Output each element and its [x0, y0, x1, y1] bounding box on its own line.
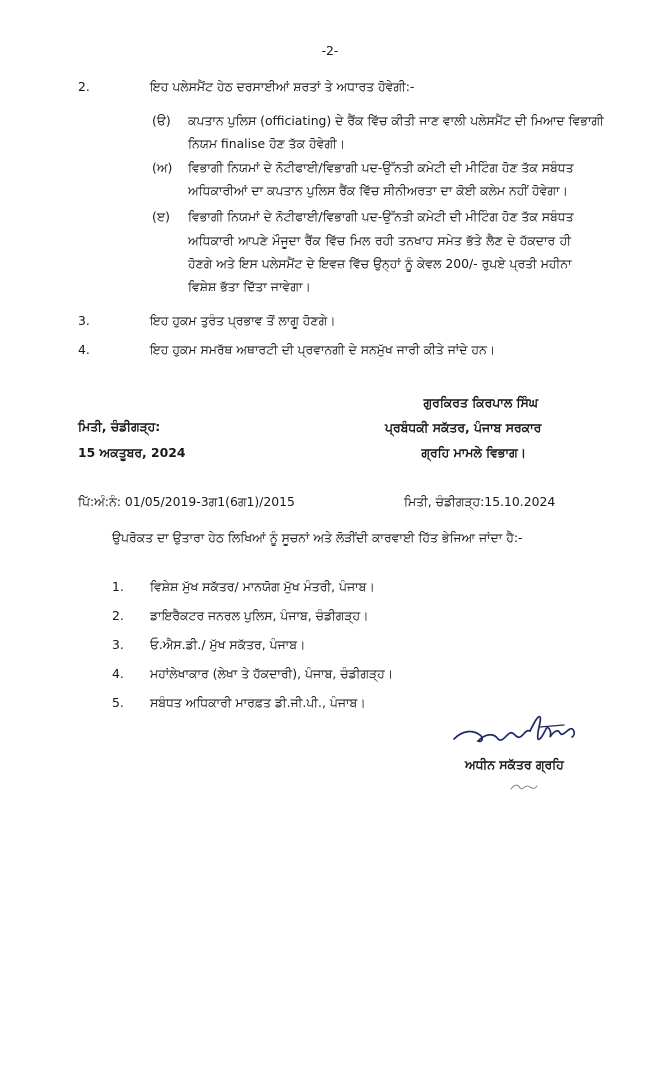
- order-date: 15 ਅਕਤੂਬਰ, 2024: [78, 445, 186, 460]
- section-number: 3.: [78, 313, 90, 328]
- item-line: ਅਧਿਕਾਰੀ ਆਪਣੇ ਮੌਜੂਦਾ ਰੈਂਕ ਵਿੱਚ ਮਿਲ ਰਹੀ ਤਨਖਾਹ ਸਮੇਤ ਭੱਤੇ ਲੈਣ ਦੇ ਹੱਕਦਾਰ ਹੀ: [188, 233, 571, 248]
- recipient-item: ਓ.ਐਸ.ਡੀ./ ਮੁੱਖ ਸਕੱਤਰ, ਪੰਜਾਬ।: [150, 637, 306, 652]
- recipient-item: ਵਿਸ਼ੇਸ਼ ਮੁੱਖ ਸਕੱਤਰ/ ਮਾਨਯੋਗ ਮੁੱਖ ਮੰਤਰੀ, ਪੰਜਾਬ।: [150, 579, 375, 594]
- item-line: ਨਿਯਮ finalise ਹੋਣ ਤੱਕ ਹੋਵੇਗੀ।: [188, 136, 346, 151]
- initials-mark: [508, 776, 542, 796]
- recipient-number: 1.: [112, 579, 124, 594]
- section-4-text: ਇਹ ਹੁਕਮ ਸਮਰੱਥ ਅਥਾਰਟੀ ਦੀ ਪ੍ਰਵਾਨਗੀ ਦੇ ਸਨਮੁੱਖ ਜਾਰੀ ਕੀਤੇ ਜਾਂਦੇ ਹਨ।: [150, 342, 496, 357]
- endorsement-intro: ਉਪਰੋਕਤ ਦਾ ਉਤਾਰਾ ਹੇਠ ਲਿਖਿਆਂ ਨੂੰ ਸੂਚਨਾਂ ਅਤੇ ਲੋੜੀਂਦੀ ਕਾਰਵਾਈ ਹਿੱਤ ਭੇਜਿਆ ਜਾਂਦਾ ਹੈ:-: [112, 530, 523, 545]
- page-number: -2-: [321, 43, 339, 58]
- section-heading: ਇਹ ਪਲੇਸਮੈਂਟ ਹੇਠ ਦਰਸਾਈਆਂ ਸ਼ਰਤਾਂ ਤੇ ਅਧਾਰਤ ਹੋਵੇਗੀ:-: [150, 79, 415, 94]
- section-number: 2.: [78, 79, 90, 94]
- recipient-number: 4.: [112, 666, 124, 681]
- signatory-department: ਗ੍ਰਹਿ ਮਾਮਲੇ ਵਿਭਾਗ।: [421, 445, 526, 460]
- item-marker: (ੳ): [152, 113, 171, 128]
- recipient-item: ਸਬੰਧਤ ਅਧਿਕਾਰੀ ਮਾਰਫ਼ਤ ਡੀ.ਜੀ.ਪੀ., ਪੰਜਾਬ।: [150, 695, 366, 710]
- handwritten-signature: [440, 705, 590, 755]
- endorsement-number: ਪਿੱ:ਅੰ:ਨੰ: 01/05/2019-3ਗ1(6ਗ1)/2015: [78, 494, 295, 509]
- item-line: ਵਿਭਾਗੀ ਨਿਯਮਾਂ ਦੇ ਨੋਟੀਫਾਈ/ਵਿਭਾਗੀ ਪਦ-ਉੱਨਤੀ ਕਮੇਟੀ ਦੀ ਮੀਟਿੰਗ ਹੋਣ ਤੱਕ ਸਬੰਧਤ: [188, 160, 574, 175]
- place-label: ਮਿਤੀ, ਚੰਡੀਗੜ੍ਹ:: [78, 419, 161, 434]
- item-line: ਅਧਿਕਾਰੀਆਂ ਦਾ ਕਪਤਾਨ ਪੁਲਿਸ ਰੈਂਕ ਵਿੱਚ ਸੀਨੀਅਰਤਾ ਦਾ ਕੋਈ ਕਲੇਮ ਨਹੀਂ ਹੋਵੇਗਾ।: [188, 183, 568, 198]
- recipient-item: ਮਹਾਂਲੇਖਾਕਾਰ (ਲੇਖਾ ਤੇ ਹੱਕਦਾਰੀ), ਪੰਜਾਬ, ਚੰਡੀਗੜ੍ਹ।: [150, 666, 394, 681]
- signatory-name: ਗੁਰਕਿਰਤ ਕਿਰਪਾਲ ਸਿੰਘ: [423, 395, 538, 410]
- signer-title: ਅਧੀਨ ਸਕੱਤਰ ਗ੍ਰਹਿ: [465, 757, 564, 772]
- endorsement-date: ਮਿਤੀ, ਚੰਡੀਗੜ੍ਹ:15.10.2024: [404, 494, 556, 509]
- section-3-text: ਇਹ ਹੁਕਮ ਤੁਰੰਤ ਪ੍ਰਭਾਵ ਤੋਂ ਲਾਗੂ ਹੋਣਗੇ।: [150, 313, 336, 328]
- item-marker: (ੲ): [152, 209, 170, 224]
- recipient-item: ਡਾਇਰੈਕਟਰ ਜਨਰਲ ਪੁਲਿਸ, ਪੰਜਾਬ, ਚੰਡੀਗੜ੍ਹ।: [150, 608, 369, 623]
- item-marker: (ਅ): [152, 160, 173, 175]
- recipient-number: 3.: [112, 637, 124, 652]
- section-number: 4.: [78, 342, 90, 357]
- item-line: ਹੋਣਗੇ ਅਤੇ ਇਸ ਪਲੇਸਮੈਂਟ ਦੇ ਇਵਜ਼ ਵਿੱਚ ਉਨ੍ਹਾਂ ਨੂੰ ਕੇਵਲ 200/- ਰੁਪਏ ਪ੍ਰਤੀ ਮਹੀਨਾ: [188, 256, 572, 271]
- recipient-number: 5.: [112, 695, 124, 710]
- recipient-number: 2.: [112, 608, 124, 623]
- item-line: ਕਪਤਾਨ ਪੁਲਿਸ (officiating) ਦੇ ਰੈਂਕ ਵਿੱਚ ਕੀਤੀ ਜਾਣ ਵਾਲੀ ਪਲੇਸਮੈਂਟ ਦੀ ਮਿਆਦ ਵਿਭਾਗੀ: [188, 113, 604, 128]
- signatory-designation: ਪ੍ਰਬੰਧਕੀ ਸਕੱਤਰ, ਪੰਜਾਬ ਸਰਕਾਰ: [385, 420, 542, 435]
- item-line: ਵਿਭਾਗੀ ਨਿਯਮਾਂ ਦੇ ਨੋਟੀਫਾਈ/ਵਿਭਾਗੀ ਪਦ-ਉੱਨਤੀ ਕਮੇਟੀ ਦੀ ਮੀਟਿੰਗ ਹੋਣ ਤੱਕ ਸਬੰਧਤ: [188, 209, 574, 224]
- item-line: ਵਿਸ਼ੇਸ਼ ਭੱਤਾ ਦਿੱਤਾ ਜਾਵੇਗਾ।: [188, 279, 311, 294]
